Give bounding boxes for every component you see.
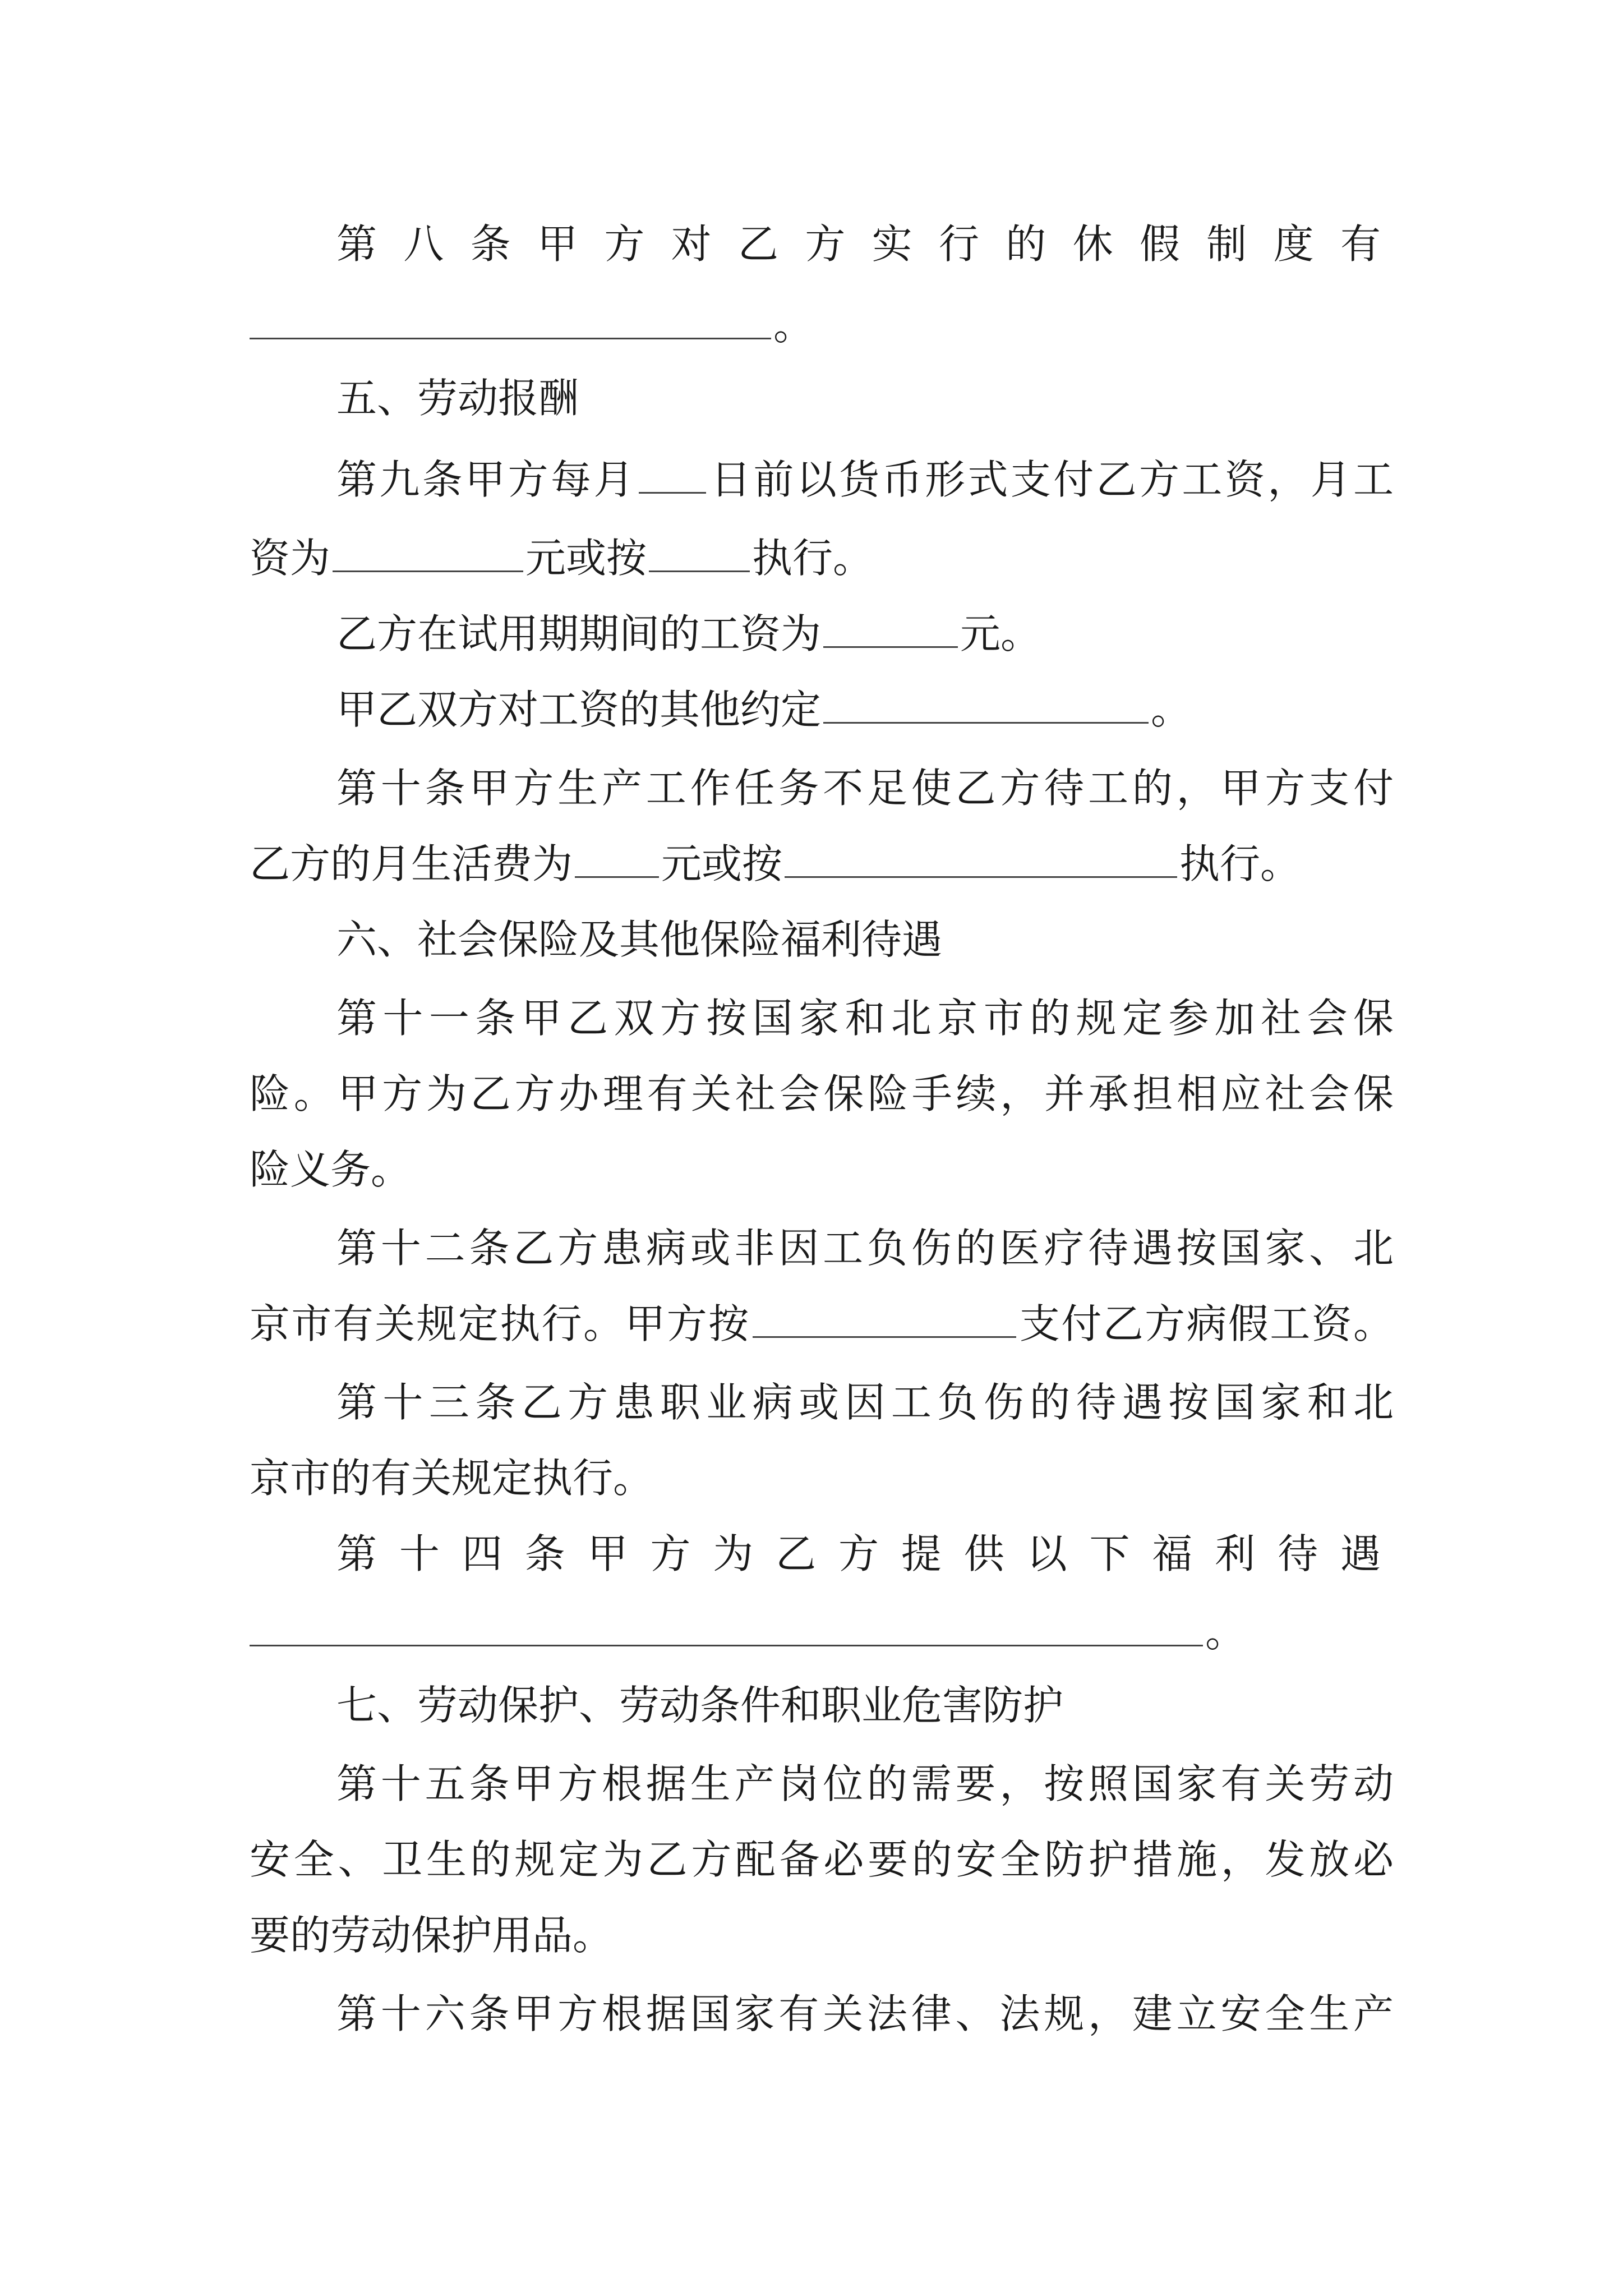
article-11-line-3: 险义务。: [250, 1146, 412, 1193]
article-15-line-1: 第十五条甲方根据生产岗位的需要，按照国家有关劳动: [336, 1760, 1394, 1807]
article-9-line-2: 资为 元或按 执行。: [250, 530, 1394, 586]
section-7-heading: 七、劳动保护、劳动条件和职业危害防护: [336, 1682, 1064, 1729]
article-12-line-1: 第十二条乙方患病或非因工负伤的医疗待遇按国家、北: [336, 1225, 1394, 1272]
article-14-line-2: 。: [250, 1604, 1394, 1660]
article-13-line-2: 京市的有关规定执行。: [250, 1455, 654, 1502]
other-wage-blank: [823, 683, 1149, 724]
article-8-line-2: [250, 297, 1394, 353]
probation-wage-line: 乙方在试用期期间的工资为 元。: [336, 606, 1394, 662]
article-13-line-1: 第十三条乙方患职业病或因工负伤的待遇按国家和北: [336, 1379, 1394, 1426]
article-15-line-2: 安全、卫生的规定为乙方配备必要的安全防护措施，发放必: [250, 1836, 1394, 1883]
article-11-line-2: 险。甲方为乙方办理有关社会保险手续，并承担相应社会保: [250, 1070, 1394, 1117]
living-expense-standard-blank: [785, 837, 1177, 878]
welfare-blank: [250, 1605, 1203, 1646]
other-wage-agreement-line: 甲乙双方对工资的其他约定 。: [336, 682, 1394, 738]
article-15-line-3: 要的劳动保护用品。: [250, 1912, 614, 1959]
section-5-heading: 五、劳动报酬: [336, 375, 579, 422]
pay-day-blank: [639, 453, 706, 494]
article-9-line-1: 第九条甲方每月 日前以货币形式支付乙方工资，月工: [336, 452, 1394, 508]
section-6-heading: 六、社会保险及其他保险福利待遇: [336, 916, 943, 963]
article-12-line-2: 京市有关规定执行。甲方按 支付乙方病假工资。: [250, 1296, 1394, 1352]
wage-standard-blank: [649, 531, 750, 572]
article-8-line-1: 第八条甲方对乙方实行的休假制度有: [336, 220, 1394, 268]
article-8-end: 。: [773, 302, 814, 349]
probation-wage-blank: [823, 607, 958, 648]
article-10-line-2: 乙方的月生活费为 元或按 执行。: [250, 836, 1394, 892]
sick-pay-blank: [753, 1297, 1016, 1338]
article-14-line-1: 第十四条甲方为乙方提供以下福利待遇: [336, 1530, 1394, 1577]
vacation-blank: [250, 298, 771, 339]
article-10-line-1: 第十条甲方生产工作任务不足使乙方待工的，甲方支付: [336, 765, 1394, 812]
living-expense-blank: [575, 837, 659, 878]
monthly-wage-blank: [333, 531, 523, 572]
article-16-line-1: 第十六条甲方根据国家有关法律、法规，建立安全生产: [336, 1990, 1394, 2037]
article-11-line-1: 第十一条甲乙双方按国家和北京市的规定参加社会保: [336, 995, 1394, 1042]
